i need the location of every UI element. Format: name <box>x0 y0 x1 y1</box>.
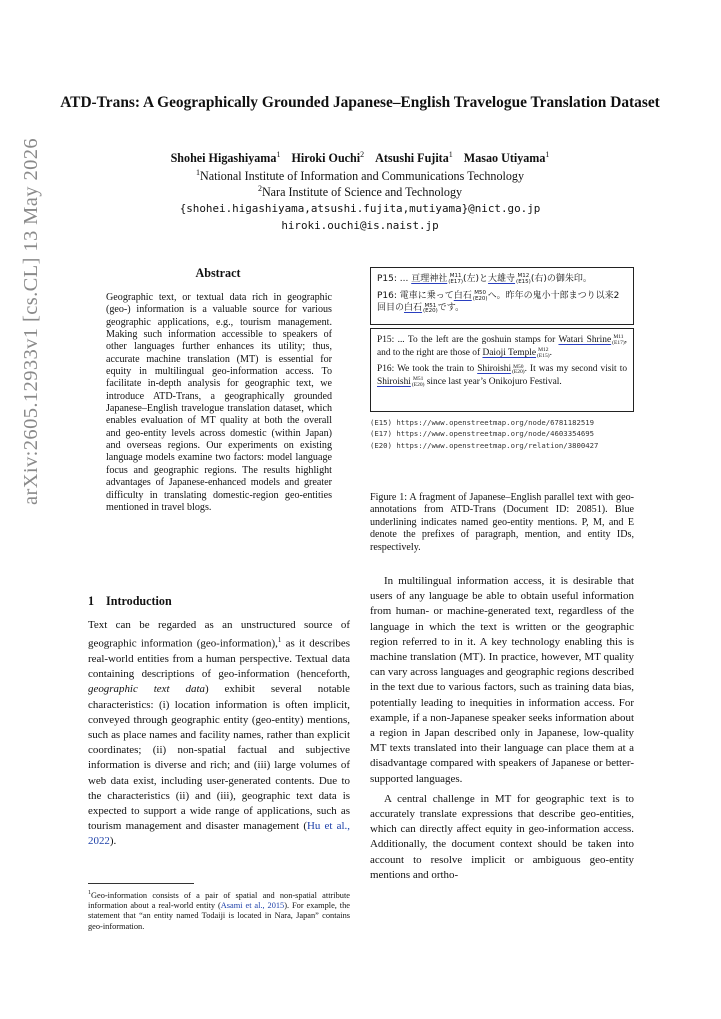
geo-entity-mention: 白石 <box>404 303 423 314</box>
author-name: Shohei Higashiyama$^1$ <box>170 150 281 166</box>
figure-caption: Figure 1: A fragment of Japanese–English parallel text with geo-annotations from ATD-Trans (Document ID: 20851). Blue underlining indicates named geo-entity mentions. P, M, and E denote the prefixes of paragraph, mention, and entity IDs, respectively. <box>370 492 634 553</box>
geo-entity-mention: 白石 <box>453 290 472 301</box>
en-paragraph-15: P15: ... To the left are the goshuin stamps for Watari Shrine M11 (E17) , and to the right are those of Daioji Temple M12 (E15) . <box>377 334 628 359</box>
affiliation: $^1$National Institute of Information and Communications Technology <box>195 168 525 184</box>
mention-tag: M11 (E17) <box>448 273 463 285</box>
citation-link[interactable]: Hu et al., 2022 <box>88 820 350 848</box>
ja-paragraph-16: P16: 電車に乗って白石 M50 (E20) へ。昨年の鬼小十郎まつり以来2回目の白石 M51 (E20) です。 <box>377 290 620 315</box>
footnote-rule <box>88 883 194 884</box>
geo-entity-mention: 大雄寺 <box>488 274 516 284</box>
abstract-text: Geographic text, or textual data rich in geographic (geo-) information is a valuable source for various geographic applications, e.g., tourism management. Making such information accessible to speakers of other languages further enhances its utility; thus, accurate machine translation (MT) is essential for equity in multilingual geo-information access. To facilitate in-depth analysis for geographic text, we introduce ATD-Trans, a geographically grounded Japanese–English travelogue translation dataset, which enables evaluation of MT quality at both the overall and geo-entity levels across domestic (within Japan) and overseas regions. Our experiments on existing language models examine two factors: model language focus and geographic regions. The results highlight advantages of Japanese-enhanced models and greater difficulty in translating domestic-region geo-entities mentioned in travel blogs. <box>106 292 332 513</box>
mention-tag: M11 (E17) <box>612 334 625 346</box>
section-heading: 1 Introduction <box>88 594 172 608</box>
footnote: $^1$Geo-information consists of a pair of spatial and non-spatial attribute information about a real-world entity (Asami et al., 2015). For example, the statement that “an entity named Todaiji is located in Nara, Japan” contains geo-information. <box>88 890 350 931</box>
email-line[interactable]: {shohei.higashiyama,atsushi.fujita,mutiyama}@nict.go.jp <box>179 202 541 215</box>
en-paragraph-16: P16: We took the train to Shiroishi M50 (E20) . It was my second visit to Shiroishi M51 (E20) since last year’s Onikojuro Festival. <box>377 363 628 388</box>
osm-link[interactable]: (E15) https://www.openstreetmap.org/node/6781182519 <box>370 418 595 427</box>
geo-entity-mention: Shiroishi <box>377 376 411 387</box>
footnote-mark[interactable]: 1 <box>277 636 282 645</box>
affiliation: $^2$Nara Institute of Science and Technology <box>257 184 463 200</box>
mention-tag: M51 (E20) <box>423 302 438 315</box>
abstract-heading: Abstract <box>195 266 241 280</box>
paper-title: ATD-Trans: A Geographically Grounded Japanese–English Travelogue Translation Dataset <box>60 94 660 111</box>
mention-tag: M50 (E20) <box>472 290 488 302</box>
author-name: Hiroki Ouchi$^2$ <box>291 150 365 166</box>
email-line[interactable]: hiroki.ouchi@is.naist.jp <box>281 219 439 232</box>
arxiv-stamp: arXiv:2605.12933v1 [cs.CL] 13 May 2026 <box>20 137 42 505</box>
osm-link[interactable]: (E17) https://www.openstreetmap.org/node/4603354695 <box>370 429 595 439</box>
geo-entity-mention: 亘理神社 <box>411 274 448 284</box>
osm-link[interactable]: (E20) https://www.openstreetmap.org/relation/3800427 <box>370 440 599 450</box>
figure-japanese-box <box>370 267 634 325</box>
author-list <box>60 150 660 166</box>
ja-paragraph-15: P15: ... 亘理神社 M11 (E17) (左)と大雄寺 M12 (E15) (右)の御朱印。 <box>377 273 592 285</box>
intro-paragraph: Text can be regarded as an unstructured source of geographic information (geo-information),$^1$ as it describes real-world entities from a human perspective. Textual data containing descriptions of geo-information (henceforth, geographic text data) exhibit several notable characteristics: (i) location information is often implicit, conveyed through geographic entity (geo-entity) mentions, such as place names and facility names, rather than explicit coordinates; (ii) non-spatial factual and subjective information is diverse and rich; and (iii) large volumes of web data exist, including user-generated contents. Due to the characteristics (ii) and (iii), geographic text data is expected to support a wide range of applications, such as tourism management and disaster management (Hu et al., 2022). <box>88 619 350 848</box>
geo-entity-mention: Daioji Temple <box>482 347 537 358</box>
author-name: Masao Utiyama$^1$ <box>463 150 550 166</box>
citation-link[interactable]: Asami et al., 2015 <box>220 901 285 911</box>
mention-tag: M51 (E20) <box>411 376 425 388</box>
geo-entity-mention: Shiroishi <box>477 364 512 375</box>
intro-paragraph: A central challenge in MT for geographic text is to accurately translate expressions that describe geo-entities, which can directly affect equity in geo-information access. Additionally, the document context should be taken into account to resolve implicit or ambiguous geo-entity mentions and ortho- <box>370 792 634 881</box>
geo-entity-mention: Watari Shrine <box>558 335 612 345</box>
osm-link-list <box>370 417 634 451</box>
mention-tag: M12 (E15) <box>516 273 531 285</box>
mention-tag: M50 (E20) <box>512 363 525 376</box>
intro-right-column <box>370 574 634 883</box>
author-name: Atsushi Fujita$^1$ <box>375 150 453 166</box>
intro-paragraph: In multilingual information access, it is desirable that users of any language be able to obtain useful information from human- or machine-generated text, regardless of the language in which the text is written or the geographic region referred to in it. A key technology enabling this is machine translation (MT). In practice, however, MT quality can vary across languages and geographic regions described in the text due to various factors, such as training data bias, potentially leading to inequities in information access. For example, if a non-Japanese speaker seeks information about a region in Japan described only in Japanese, low-quality MT texts translated into their language can place them at a disadvantage compared with speakers of Japanese or better-supported languages. <box>370 575 634 785</box>
mention-tag: M12 (E15) <box>537 347 550 359</box>
figure-english-box <box>370 328 634 412</box>
